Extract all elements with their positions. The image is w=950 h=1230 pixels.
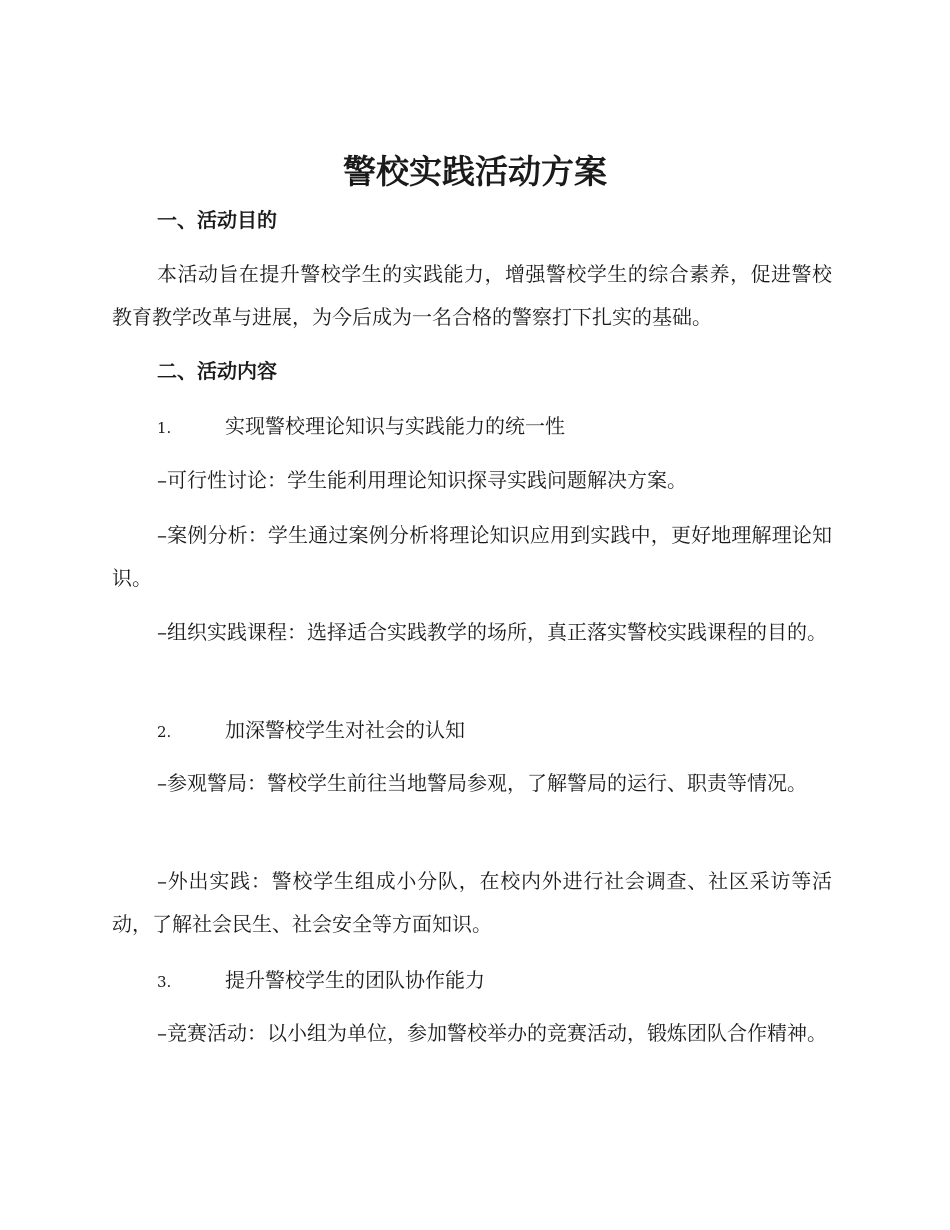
list-item-title: 提升警校学生的团队协作能力 — [225, 968, 485, 992]
point-paragraph: –组织实践课程：选择适合实践教学的场所，真正落实警校实践课程的目的。 — [157, 620, 827, 644]
point-paragraph: –案例分析：学生通过案例分析将理论知识应用到实践中，更好地理解理论知识。 — [112, 523, 832, 590]
list-item-3 — [157, 966, 485, 996]
point-paragraph: –外出实践：警校学生组成小分队，在校内外进行社会调查、社区采访等活动，了解社会民生、社会安全等方面知识。 — [112, 869, 832, 936]
list-item-2 — [157, 716, 465, 746]
list-number: 1. — [157, 419, 172, 437]
list-number: 3. — [157, 973, 172, 991]
point-paragraph: –竞赛活动：以小组为单位，参加警校举办的竞赛活动，锻炼团队合作精神。 — [157, 1021, 827, 1045]
list-item-title: 加深警校学生对社会的认知 — [225, 718, 465, 742]
list-item-1 — [157, 412, 565, 442]
list-item-title: 实现警校理论知识与实践能力的统一性 — [225, 414, 565, 438]
section-heading-content: 二、活动内容 — [157, 359, 277, 383]
point-paragraph: –参观警局：警校学生前往当地警局参观，了解警局的运行、职责等情况。 — [157, 771, 807, 795]
section-heading-purpose: 一、活动目的 — [157, 208, 277, 232]
list-number: 2. — [157, 723, 172, 741]
purpose-paragraph: 本活动旨在提升警校学生的实践能力，增强警校学生的综合素养，促进警校教育教学改革与进展，为今后成为一名合格的警察打下扎实的基础。 — [112, 262, 832, 329]
point-paragraph: –可行性讨论：学生能利用理论知识探寻实践问题解决方案。 — [157, 468, 687, 492]
document-title: 警校实践活动方案 — [343, 152, 607, 191]
